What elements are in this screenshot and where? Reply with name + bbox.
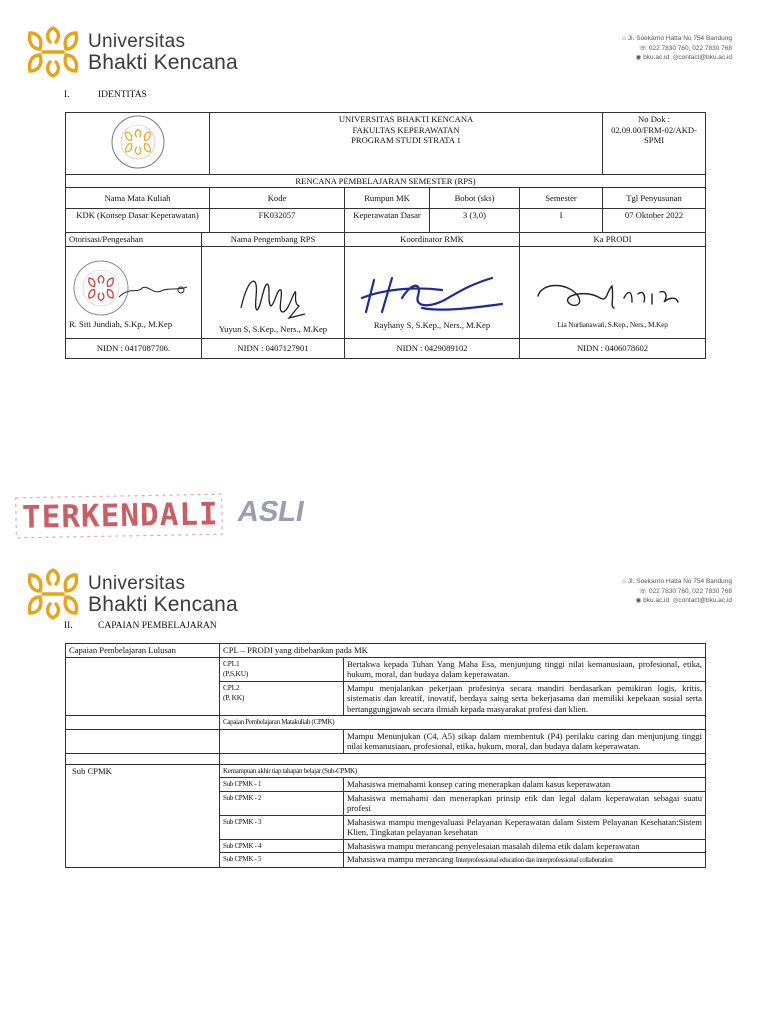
institution-cell bbox=[210, 113, 603, 175]
official-seal-signature-icon bbox=[69, 257, 197, 319]
value-date: 07 Oktober 2022 bbox=[603, 209, 706, 233]
sign-header-developer: Nama Pengembang RPS bbox=[202, 233, 345, 247]
sub-cpmk-3-code: Sub CPMK - 3 bbox=[220, 815, 344, 839]
stamp-terkendali bbox=[14, 490, 227, 542]
web-icon: ◉ bbox=[635, 54, 642, 61]
university-brand bbox=[26, 25, 238, 79]
sign-cell-developer bbox=[202, 246, 345, 338]
cpmk-header: Capaian Pembelajaran Matakuliah (CPMK) bbox=[220, 716, 706, 730]
logo-cell bbox=[66, 113, 210, 175]
cpmk-spacer-a bbox=[66, 729, 220, 753]
sub-cpmk-5-text-small: Interprofessional education dan interprofessional collaboration bbox=[455, 856, 613, 864]
doc-number-value: 02.09.00/FRM-02/AKD-SPMI bbox=[611, 124, 698, 145]
contact-block bbox=[622, 34, 732, 63]
sub-cpmk-3-text: Mahasiswa mampu mengevaluasi Pelayanan Keperawatan dalam Sistem Pelayanan Kesehatan:Sistem Klien, Tingkatan pelayanan kesehatan bbox=[344, 815, 706, 839]
cpl1-code-cell bbox=[220, 657, 344, 681]
cpmk-label-spacer bbox=[66, 716, 220, 730]
doc-number-cell bbox=[603, 113, 706, 175]
signer-name-developer: Yuyun S, S.Kep., Ners., M.Kep bbox=[218, 324, 328, 334]
empty-row-a bbox=[66, 753, 220, 764]
phone-icon: ☏ bbox=[638, 587, 648, 595]
section-identitas-heading: I. IDENTITAS bbox=[64, 90, 147, 100]
sub-cpmk-label: Sub CPMK bbox=[66, 764, 220, 867]
university-name-line2: Bhakti Kencana bbox=[88, 51, 238, 74]
nidn-authorization: NIDN : 0417087706. bbox=[66, 338, 202, 358]
web-text[interactable]: bku.ac.id bbox=[643, 54, 670, 61]
web-text[interactable]: bku.ac.id bbox=[643, 597, 670, 604]
stamp-asli-text: ASLI bbox=[235, 496, 307, 528]
cpl2-code: CPL2 bbox=[223, 682, 240, 692]
sub-cpmk-5-text-cell bbox=[344, 853, 706, 868]
value-cluster: Keperawatan Dasar bbox=[345, 209, 430, 233]
sign-cell-authorization bbox=[66, 246, 202, 338]
nidn-coordinator: NIDN : 0429089102 bbox=[345, 338, 520, 358]
signer-name-authorization: R. Siti Jundiah, S.Kp., M.Kep bbox=[69, 319, 173, 329]
cpl1-code: CPL1 bbox=[223, 658, 240, 668]
header-credits: Bobot (sks) bbox=[430, 188, 520, 209]
phone-text: 022 7830 760, 022 7830 768 bbox=[648, 44, 732, 52]
cpl-label-spacer bbox=[66, 657, 220, 716]
coordinator-signature-icon bbox=[352, 268, 512, 320]
sub-cpmk-2-code: Sub CPMK - 2 bbox=[220, 791, 344, 815]
faculty-name: FAKULTAS KEPERAWATAN bbox=[352, 124, 460, 135]
sub-cpmk-4-code: Sub CPMK - 4 bbox=[220, 839, 344, 853]
learning-outcomes-table bbox=[65, 643, 706, 868]
cpl2-code-cell bbox=[220, 681, 344, 716]
value-code: FK032057 bbox=[210, 209, 345, 233]
empty-row-b bbox=[220, 753, 706, 764]
signer-name-head: Lia Nurlianawati, S.Kep., Ners., M.Kep bbox=[557, 320, 668, 329]
address-text: Jl. Soekarno Hatta No 754 Bandung bbox=[627, 35, 732, 42]
cpl1-text: Bertakwa kepada Tuhan Yang Maha Esa, menjunjung tinggi nilai kemanusiaan, profesional, etika, hukum, moral, dan budaya dalam keperawatan. bbox=[344, 657, 706, 681]
cpl-header: CPL – PRODI yang dibebankan pada MK bbox=[220, 644, 706, 658]
university-brand-page2 bbox=[26, 567, 238, 621]
phone-icon: ☏ bbox=[638, 44, 648, 52]
cpmk-text: Mampu Menunjukan (C4, A5) sikap dalam membentuk (P4) perilaku caring dan menjunjung tinggi nilai kemanusiaan, profesional, etika, hukum, moral, dan budaya dalam keperawatan. bbox=[344, 729, 706, 753]
cpl-label: Capaian Pembelajaran Lulusan bbox=[66, 644, 220, 658]
developer-signature-icon bbox=[233, 268, 313, 324]
header-code: Kode bbox=[210, 188, 345, 209]
sign-header-authorization: Otorisasi/Pengesahan bbox=[66, 233, 202, 247]
university-logo-icon bbox=[26, 25, 80, 79]
institution-name: UNIVERSITAS BHAKTI KENCANA bbox=[338, 114, 474, 124]
sub-cpmk-header: Kemampuan akhir tiap tahapan belajar (Sub-CPMK) bbox=[220, 764, 706, 778]
web-icon: ◉ bbox=[635, 597, 642, 604]
email-text[interactable]: contact@bku.ac.id bbox=[678, 54, 732, 61]
program-name: PROGRAM STUDI STRATA 1 bbox=[351, 135, 461, 145]
sign-header-head: Ka PRODI bbox=[520, 233, 706, 247]
email-icon: ◎ bbox=[672, 597, 679, 604]
signer-name-coordinator: Rayhany S, S.Kep., Ners., M.Kep bbox=[373, 320, 491, 330]
rps-title: RENCANA PEMBELAJARAN SEMESTER (RPS) bbox=[66, 174, 706, 188]
sign-cell-coordinator bbox=[345, 246, 520, 338]
cpl1-sub: (P,S,KU) bbox=[223, 669, 249, 678]
sign-cell-head bbox=[520, 246, 706, 338]
identity-table bbox=[65, 112, 706, 359]
header-semester: Semester bbox=[520, 188, 603, 209]
value-course-name: KDK (Konsep Dasar Keperawatan) bbox=[66, 209, 210, 233]
sub-cpmk-1-code: Sub CPMK - 1 bbox=[220, 778, 344, 792]
doc-number-label: No Dok : bbox=[638, 114, 671, 124]
cpl2-text: Mampu menjalankan pekerjaan profesinya secara mandiri berdasarkan pemikiran logis, kritis, sistematis dan kreatif, inovatif, berdaya saing serta bekerjasama dan memiliki kepekaan sosial serta bertanggungjawab secara ilmiah kepada masyarakat profesi dan klien. bbox=[344, 681, 706, 716]
sub-cpmk-5-code: Sub CPMK - 5 bbox=[220, 853, 344, 868]
email-icon: ◎ bbox=[672, 54, 679, 61]
cpmk-spacer-b bbox=[220, 729, 344, 753]
head-signature-icon bbox=[528, 272, 698, 320]
address-text: Jl. Soekarno Hatta No 754 Bandung bbox=[627, 578, 732, 585]
email-text[interactable]: contact@bku.ac.id bbox=[678, 597, 732, 604]
university-name-line1: Universitas bbox=[88, 573, 186, 594]
phone-text: 022 7830 760, 022 7830 768 bbox=[648, 587, 732, 595]
nidn-developer: NIDN : 0407127901 bbox=[202, 338, 345, 358]
value-semester: I bbox=[520, 209, 603, 233]
value-credits: 3 (3,0) bbox=[430, 209, 520, 233]
header-cluster: Rumpun MK bbox=[345, 188, 430, 209]
sub-cpmk-4-text: Mahasiswa mampu merancang penyelesaian masalah dilema etik dalam keperawatan bbox=[344, 839, 706, 853]
university-name-line2: Bhakti Kencana bbox=[88, 593, 238, 616]
nidn-head: NIDN : 0406078602 bbox=[520, 338, 706, 358]
sub-cpmk-5-text: Mahasiswa mampu merancang bbox=[347, 854, 454, 864]
stamp-terkendali-text: TERKENDALI bbox=[21, 496, 219, 536]
header-course-name: Nama Mata Kuliah bbox=[66, 188, 210, 209]
sub-cpmk-1-text: Mahasiswa memahami konsep caring menerapkan dalam kasus keperawatan bbox=[344, 778, 706, 792]
university-logo-icon bbox=[26, 567, 80, 621]
section-capaian-heading: II. CAPAIAN PEMBELAJARAN bbox=[64, 621, 217, 631]
university-seal-icon bbox=[110, 114, 166, 170]
cpl2-sub: (P, KK) bbox=[223, 693, 245, 702]
location-icon: ⌂ bbox=[622, 35, 627, 42]
sign-header-coordinator: Koordinator RMK bbox=[345, 233, 520, 247]
sub-cpmk-2-text: Mahasiswa memahami dan menerapkan prinsip etik dan legal dalam keperawatan sebagai suatu profesi bbox=[344, 791, 706, 815]
header-date: Tgl Penyusunan bbox=[603, 188, 706, 209]
location-icon: ⌂ bbox=[622, 578, 627, 585]
university-name-line1: Universitas bbox=[88, 31, 186, 52]
contact-block-page2 bbox=[622, 577, 732, 606]
